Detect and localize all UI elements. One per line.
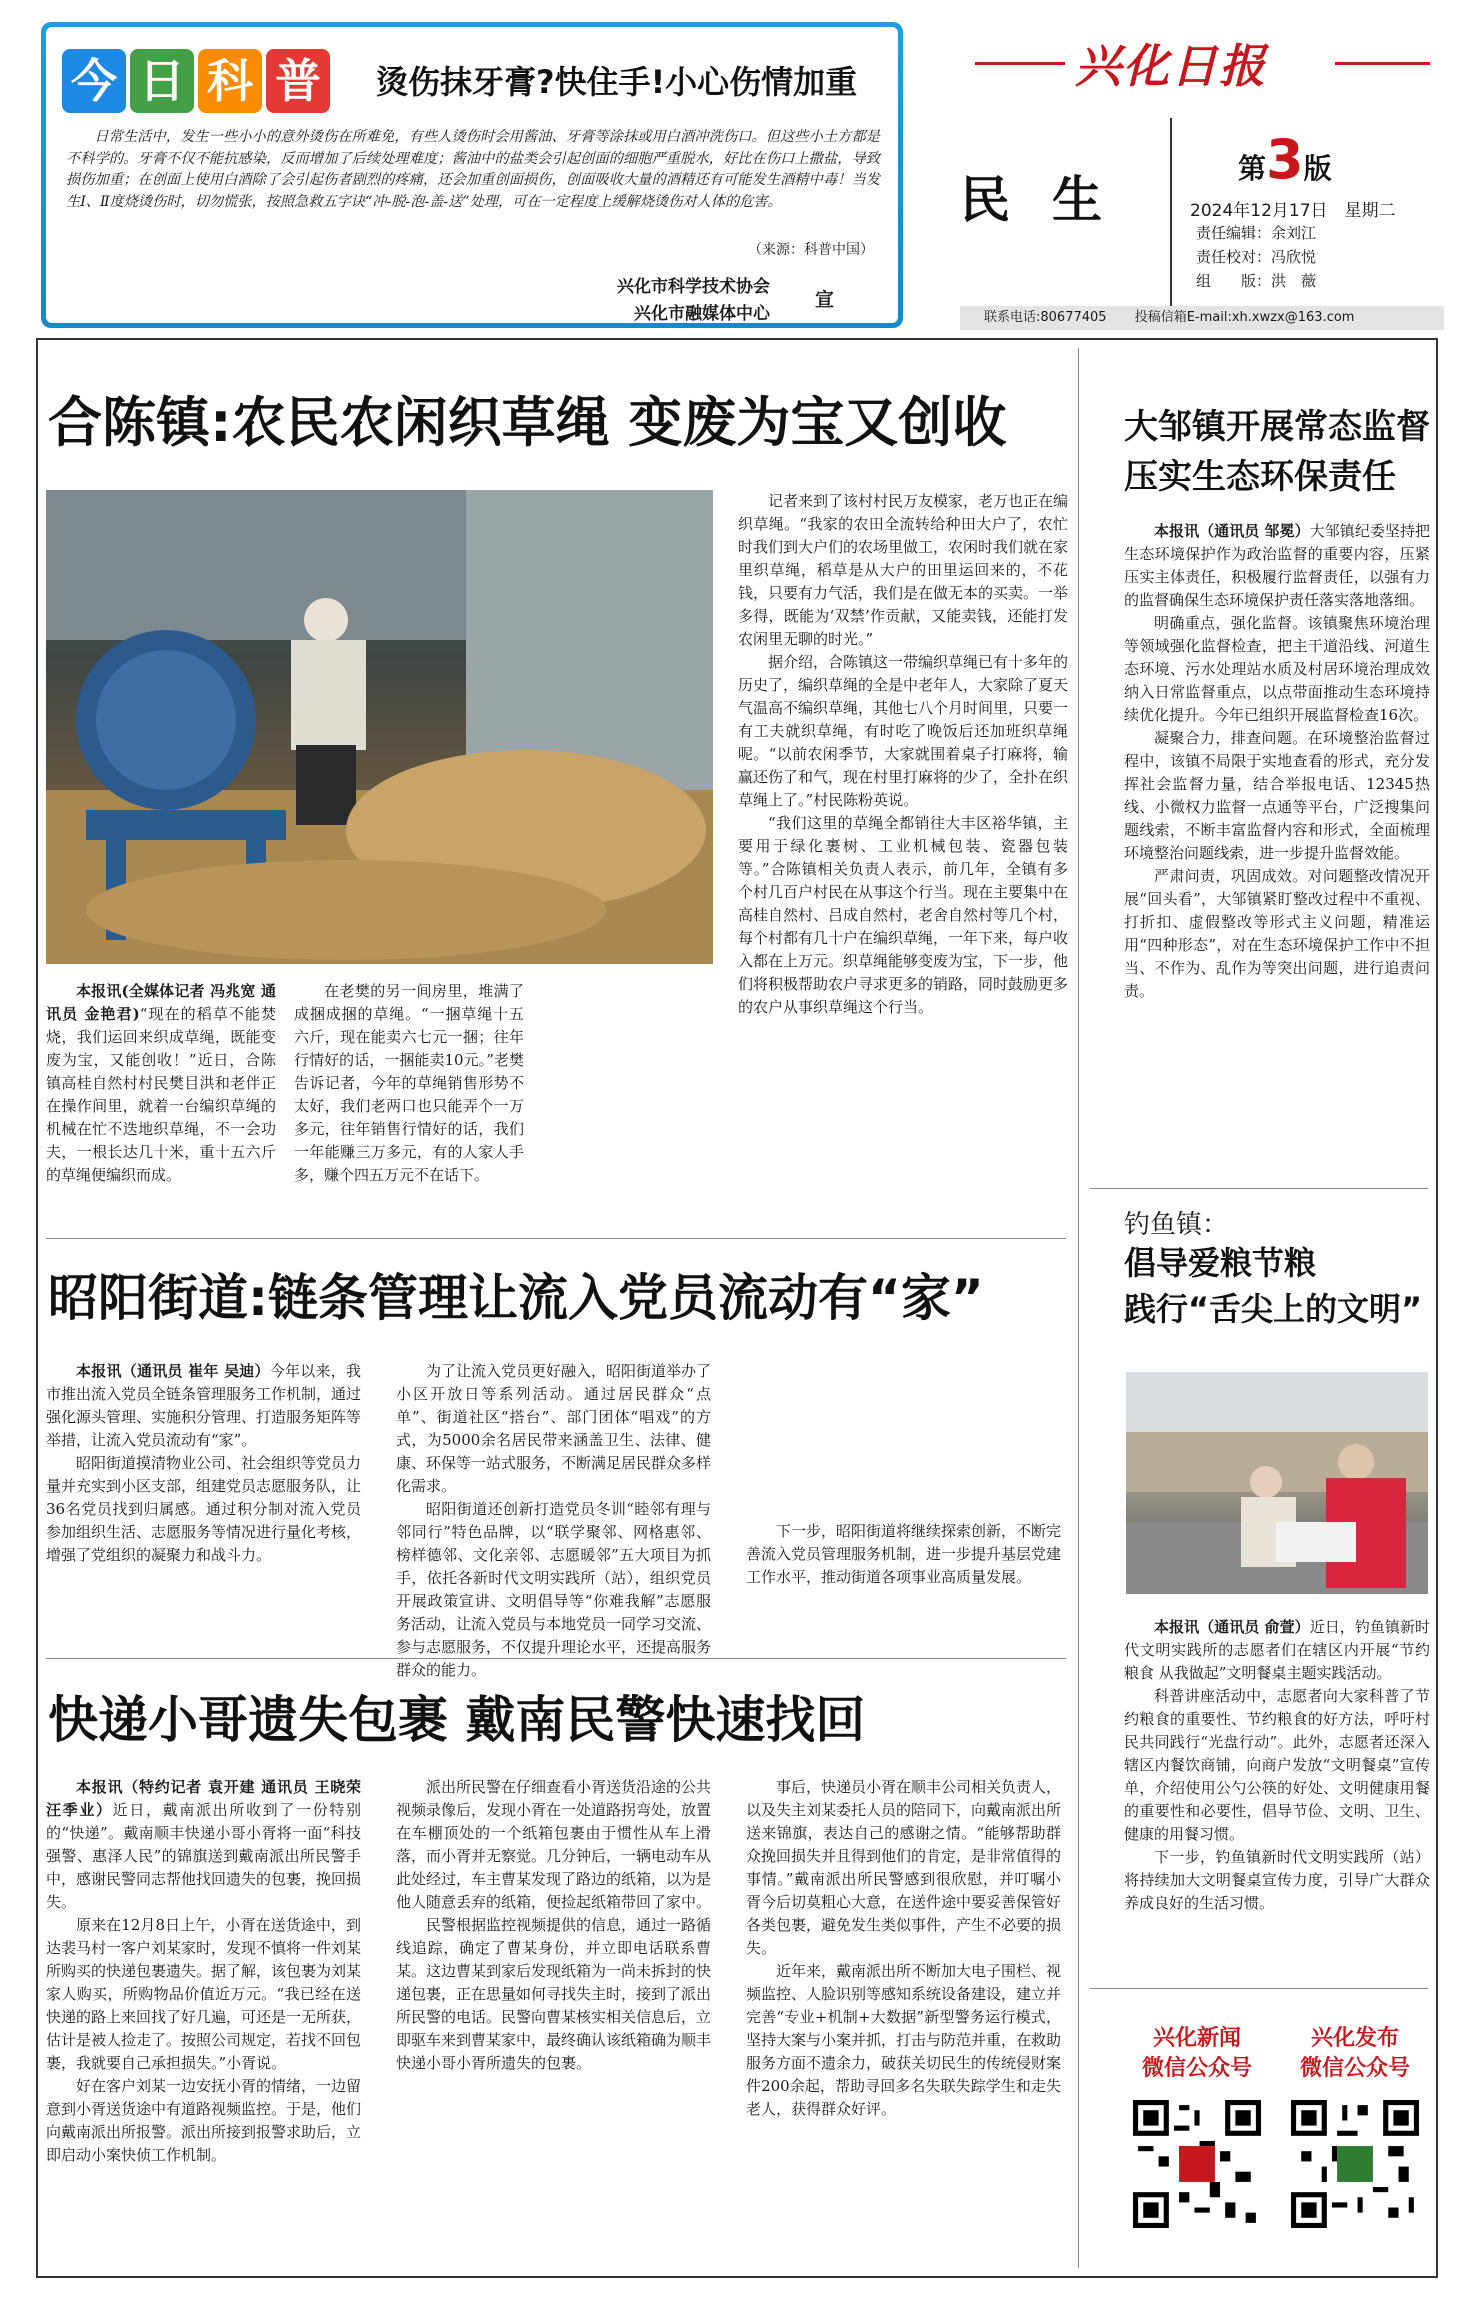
qr-label-xinghua-release: 兴化发布 微信公众号 <box>1299 2026 1410 2081</box>
qr-code-xinghua-news[interactable] <box>1133 2100 1261 2228</box>
photo-volunteers-food-saving <box>1126 1372 1428 1594</box>
science-title: 烫伤抹牙膏?快住手!小心伤情加重 <box>376 63 858 101</box>
badge-char: 科 <box>198 49 262 113</box>
photo-straw-rope-weaving <box>46 490 713 964</box>
contact-email: 投稿信箱E-mail:xh.xwzx@163.com <box>1134 310 1355 325</box>
section-name: 民生 <box>960 171 1144 229</box>
headline-article2: 昭阳街道:链条管理让流入党员流动有“家” <box>48 1269 984 1327</box>
headline-article4: 大邹镇开展常态监督 压实生态环保责任 <box>1124 407 1430 497</box>
newspaper-logo: 兴化日报 <box>1075 39 1267 93</box>
contact-phone: 联系电话:80677405 <box>984 310 1107 325</box>
section-divider <box>1090 1988 1428 1989</box>
page-number: 第3版 <box>1238 128 1332 191</box>
section-divider <box>46 1238 1066 1239</box>
badge-char: 日 <box>130 49 194 113</box>
logo-rule-right <box>1335 62 1430 65</box>
article5-body: 本报讯（通讯员 俞萱）近日，钓鱼镇新时代文明实践所的志愿者们在辖区内开展“节约粮食 从我做起”文明餐桌主题实践活动。 科普讲座活动中，志愿者向大家科普了节约粮食的重要性、节约粮食的好方法，呼吁村民共同践行“光盘行动”。此外，志愿者还深入辖区内餐饮商铺，向商户发放“文明餐桌”宣传单，介绍使用公勺公筷的好处、文明健康用餐的重要性和必要性，倡导节俭、文明、卫生、健康的用餐习惯。 下一步，钓鱼镇新时代文明实践所（站）将持续加大文明餐桌宣传力度，引导广大群众养成良好的生活习惯。 <box>1124 1618 1430 1912</box>
qr-code-xinghua-release[interactable] <box>1291 2100 1419 2228</box>
science-xuan: 宣 <box>814 289 834 311</box>
article3-col2: 派出所民警在仔细查看小胥送货沿途的公共视频录像后，发现小胥在一处道路拐弯处，放置在车棚顶处的一个纸箱包裹由于惯性从车上滑落，而小胥并无察觉。几分钟后，一辆电动车从此处经过，车主曹某发现了路边的纸箱，以为是他人随意丢弃的纸箱，便捡起纸箱带回了家中。 民警根据监控视频提供的信息，通过一路循线追踪，确定了曹某身份，并立即电话联系曹某。这边曹某到家后发现纸箱为一尚未拆封的快递包裹，正在思量如何寻找失主时，接到了派出所民警的电话。民警向曹某核实相关信息后，立即驱车来到曹某家中，最终确认该纸箱确为顺丰快递小哥小胥所遗失的包裹。 <box>396 1778 712 2072</box>
headline-article5: 倡导爱粮节粮 践行“舌尖上的文明” <box>1124 1244 1423 1328</box>
proofreader-credit: 责任校对：冯欣悦 <box>1196 248 1317 266</box>
science-box <box>41 22 903 328</box>
article1-col1: 本报讯(全媒体记者 冯兆宽 通讯员 金艳君)“现在的稻草不能焚烧，我们运回来织成草绳，既能变废为宝，又能创收！”近日，合陈镇高桂自然村村民樊目洪和老伴正在操作间里，就着一台编织草绳的机械在忙不迭地织草绳，不一会功夫，一根长达几十米，重十五六斤的草绳便编织而成。 <box>46 982 276 1184</box>
article3-col1: 本报讯（特约记者 袁开建 通讯员 王晓荣 汪季业）近日，戴南派出所收到了一份特别的“快递”。戴南顺丰快递小哥小胥将一面“科技强警、惠泽人民”的锦旗送到戴南派出所民警手中，感谢民警同志帮他找回遗失的包裹，挽回损失。 原来在12月8日上午，小胥在送货途中，到达裴马村一客户刘某家时，发现不慎将一件刘某所购买的快递包裹遗失。据了解，该包裹为刘某家人购买，所购物品价值近万元。“我已经在送快递的路上来回找了好几遍，可还是一无所获，估计是被人捡走了。按照公司规定，若找不回包裹，我就要自己承担损失。”小胥说。 好在客户刘某一边安抚小胥的情绪，一边留意到小胥送货途中有道路视频监控。于是，他们向戴南派出所报警。派出所接到报警求助后，立即启动小案快侦工作机制。 <box>46 1778 362 2164</box>
issue-date: 2024年12月17日 星期二 <box>1190 201 1396 221</box>
science-org-2: 兴化市融媒体中心 <box>634 304 770 323</box>
kicker-article5: 钓鱼镇： <box>1124 1210 1229 1240</box>
photo-illustration <box>1126 1372 1428 1594</box>
masthead-divider <box>1170 118 1172 308</box>
headline-article3: 快递小哥遗失包裹 戴南民警快速找回 <box>48 1691 866 1749</box>
article4-body: 本报讯（通讯员 邹冕）大邹镇纪委坚持把生态环境保护作为政治监督的重要内容，压紧压实主体责任，积极履行监督责任，以强有力的监督确保生态环境保护责任落实落地落细。 明确重点，强化监督。该镇聚焦环境治理等领域强化监督检查，把主干道沿线、河道生态环境、污水处理站水质及村居环境治理成效纳入日常监督重点，以点带面推动生态环境持续优化提升。今年已组织开展监督检查16次。 凝聚合力，排查问题。在环境整治监督过程中，该镇不局限于实地查看的形式，充分发挥社会监督力量，结合举报电话、12345热线、小微权力监督一点通等平台，广泛搜集问题线索，不断丰富监督内容和形式，全面梳理环境整治问题线索，进一步提升监督效能。 严肃问责，巩固成效。对问题整改情况开展“回头看”，大邹镇紧盯整改过程中不重视、打折扣、虚假整改等形式主义问题，精准运用“四种形态”，对在生态环境保护工作中不担当、不作为、乱作为等突出问题，进行追责问责。 <box>1124 522 1430 1000</box>
layout-credit: 组 版：洪 薇 <box>1196 272 1317 290</box>
article2-col2: 为了让流入党员更好融入，昭阳街道举办了小区开放日等系列活动。通过居民群众“点单”、街道社区“搭台”、部门团体“唱戏”的方式，为5000余名居民带来涵盖卫生、法律、健康、环保等一站式服务，不断满足居民群众多样化需求。 昭阳街道还创新打造党员冬训“睦邻有理与邻同行”特色品牌，以“联学聚邻、网格惠邻、榜样德邻、文化亲邻、志愿暖邻”五大项目为抓手，依托各新时代文明实践所（站），组织党员开展政策宣讲、文明倡导等“你难我解”志愿服务活动，让流入党员与本地党员一同学习交流、参与志愿服务，不仅提升理论水平，还提高服务群众的能力。 <box>396 1362 712 1679</box>
science-badges <box>62 49 330 113</box>
column-divider <box>1078 348 1079 2268</box>
editor-credit: 责任编辑：余刘江 <box>1196 224 1317 242</box>
article2-col1: 本报讯（通讯员 崔年 吴迪）今年以来，我市推出流入党员全链条管理服务工作机制，通过强化源头管理、实施积分管理、打造服务矩阵等举措，让流入党员流动有“家”。 昭阳街道摸清物业公司、社会组织等党员力量并充实到小区支部，组建党员志愿服务队，让36名党员找到归属感。通过积分制对流入党员参加组织生活、志愿服务等情况进行量化考核，增强了党组织的凝聚力和战斗力。 <box>46 1362 362 1564</box>
contact-bar <box>960 306 1444 330</box>
photo-illustration <box>46 490 713 964</box>
qr-label-xinghua-news: 兴化新闻 微信公众号 <box>1141 2026 1252 2081</box>
science-org-1: 兴化市科学技术协会 <box>617 277 770 297</box>
badge-char: 今 <box>62 49 126 113</box>
article1-col3: 记者来到了该村村民万友模家，老万也正在编织草绳。“我家的农田全流转给种田大户了，农忙时我们到大户们的农场里做工，农闲时我们就在家里织草绳，稻草是从大户的田里运回来的，不花钱，只要有力气活，我们是在做无本的买卖。一举多得，既能为‘双禁’作贡献，又能卖钱，还能打发农闲里无聊的时光。” 据介绍，合陈镇这一带编织草绳已有十多年的历史了，编织草绳的全是中老年人，大家除了夏天气温高不编织草绳，其他七八个月时间里，只要一有工夫就织草绳，有时吃了晚饭后还加班织草绳呢。“以前农闲季节，大家就围着桌子打麻将，输赢还伤了和气，现在村里打麻将的少了，全扑在织草绳上了。”村民陈粉英说。 “我们这里的草绳全都销往大丰区裕华镇，主要用于绿化裹树、工业机械包装、瓷器包装等。”合陈镇相关负责人表示，前几年，全镇有多个村几百户村民在从事这个行当。现在主要集中在高桂自然村、吕成自然村，老舍自然村等几个村，每个村都有几十户在编织草绳，一年下来，每户收入都在上万元。织草绳能够变废为宝，下一步，他们将积极帮助农户寻求更多的销路，同时鼓励更多的农户从事织草绳这个行当。 <box>738 492 1069 1016</box>
headline-article1: 合陈镇:农民农闲织草绳 变废为宝又创收 <box>48 391 1007 454</box>
article2-col3: 下一步，昭阳街道将继续探索创新，不断完善流入党员管理服务机制，进一步提升基层党建工作水平，推动街道各项事业高质量发展。 <box>746 1522 1062 1586</box>
section-divider <box>1090 1188 1428 1189</box>
article3-col3: 事后，快递员小胥在顺丰公司相关负责人，以及失主刘某委托人员的陪同下，向戴南派出所送来锦旗，表达自己的感谢之情。“能够帮助群众挽回损失并且得到他们的肯定，是非常值得的事情。”戴南派出所民警感到很欣慰，并叮嘱小胥今后切莫粗心大意，在送件途中要妥善保管好各类包裹，避免发生类似事件，产生不必要的损失。 近年来，戴南派出所不断加大电子围栏、视频监控、人脸识别等感知系统设备建设，建立并完善“专业+机制+大数据”新型警务运行模式，坚持大案与小案并抓，打击与防范并重，在救助服务方面不遗余力，破获关切民生的传统侵财案件200余起，帮助寻回多名失联失踪学生和走失老人，获得群众好评。 <box>746 1778 1062 2118</box>
article1-col2: 在老樊的另一间房里，堆满了成捆成捆的草绳。“一捆草绳十五六斤，现在能卖六七元一捆；往年行情好的话，一捆能卖10元。”老樊告诉记者，今年的草绳销售形势不太好，我们老两口也只能弄个一万多元，往年销售行情好的话，我们一年能赚三万多元，有的人家人手多，赚个四五万元不在话下。 <box>294 982 524 1184</box>
badge-char: 普 <box>266 49 330 113</box>
science-body: 日常生活中，发生一些小小的意外烫伤在所难免，有些人烫伤时会用酱油、牙膏等涂抹或用白酒冲洗伤口。但这些小土方都是不科学的。牙膏不仅不能抗感染，反而增加了后续处理难度；酱油中的盐类会引起创面的细胞严重脱水，好比在伤口上撒盐，导致损伤加重；在创面上使用白酒除了会引起伤者剧烈的疼痛，还会加重创面损伤，创面吸收大量的酒精还有可能发生酒精中毒！当发生Ⅰ、Ⅱ度烧烫伤时，切勿慌张，按照急救五字诀“冲-脱-泡-盖-送”处理，可在一定程度上缓解烧烫伤对人体的危害。 <box>66 129 880 210</box>
science-source: （来源：科普中国） <box>748 242 874 258</box>
logo-rule-left <box>975 62 1065 65</box>
